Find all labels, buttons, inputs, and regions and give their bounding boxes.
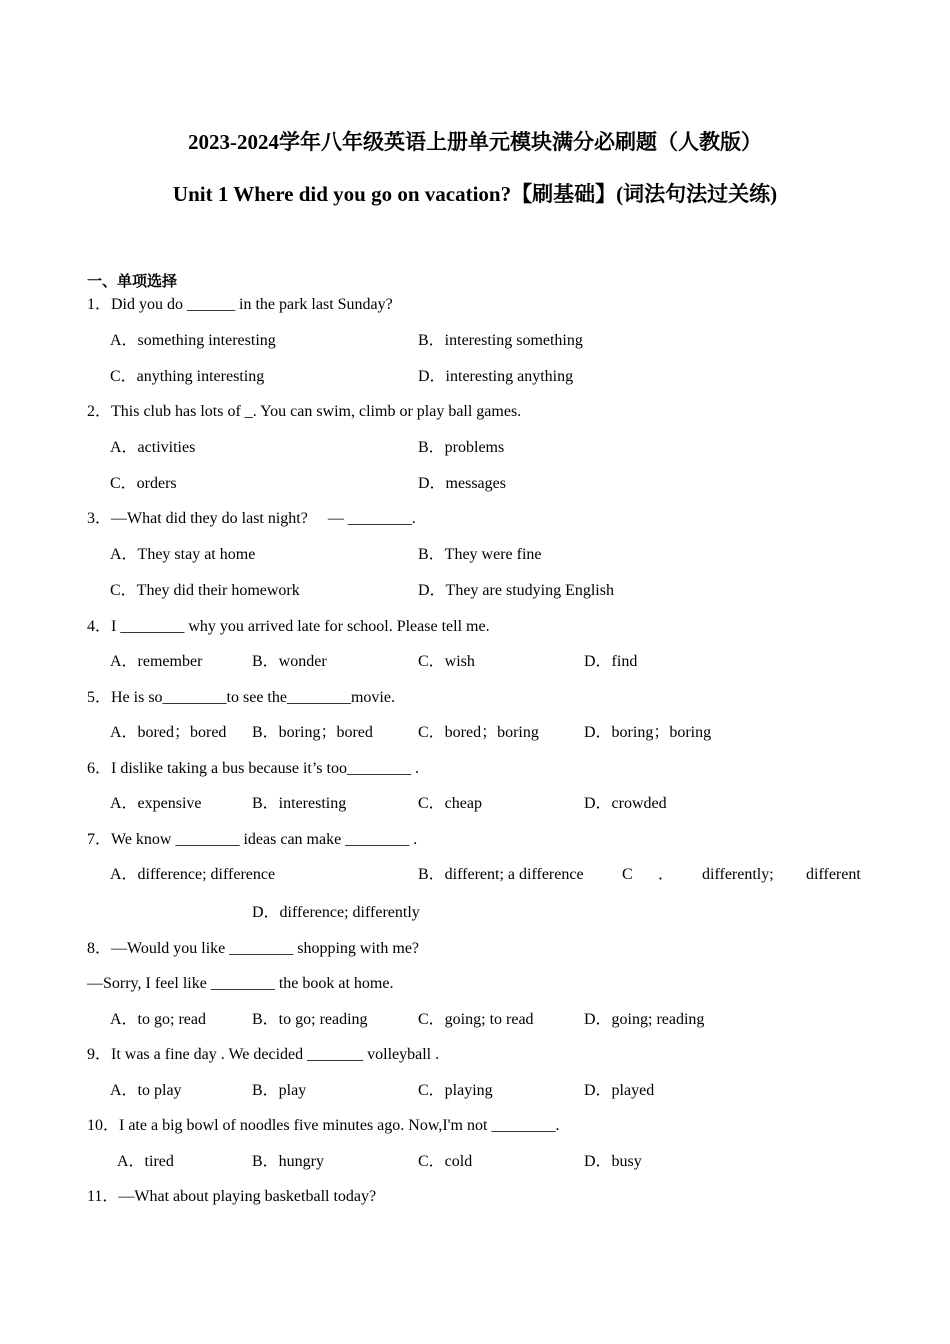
question-stem: 11．—What about playing basketball today? (87, 1188, 377, 1205)
option-c-word2: different (806, 866, 861, 883)
option-a: A．expensive (110, 795, 202, 812)
question-stem: 4．I ________ why you arrived late for school. Please tell me. (87, 618, 490, 635)
option-a: A．remember (110, 653, 203, 670)
option-d: D．messages (418, 475, 506, 492)
option-a: A．to play (110, 1082, 182, 1099)
option-c: C．wish (418, 653, 475, 670)
question-stem: 9．It was a fine day . We decided _______ volleyball . (87, 1046, 440, 1063)
question-stem: 8．—Would you like ________ shopping with me? (87, 940, 420, 957)
option-d: D．going; reading (584, 1011, 705, 1028)
option-c-word1: differently; (702, 866, 774, 883)
option-b: B．interesting something (418, 332, 583, 349)
option-b: B．problems (418, 439, 505, 456)
question-stem: 5．He is so________to see the________movie. (87, 689, 395, 706)
option-b: B．wonder (252, 653, 327, 670)
option-a: A．to go; read (110, 1011, 206, 1028)
question-stem: 10．I ate a big bowl of noodles five minutes ago. Now,I'm not ________. (87, 1117, 560, 1134)
option-b: B．They were fine (418, 546, 542, 563)
option-b: B．hungry (252, 1153, 325, 1170)
option-c: C．cheap (418, 795, 482, 812)
option-c: C．cold (418, 1153, 473, 1170)
option-d: D．interesting anything (418, 368, 574, 385)
document-title: 2023-2024学年八年级英语上册单元模块满分必刷题（人教版） (188, 130, 762, 154)
question-stem: 2．This club has lots of _. You can swim, climb or play ball games. (87, 403, 522, 420)
option-b: B．to go; reading (252, 1011, 368, 1028)
option-b: B．interesting (252, 795, 347, 812)
option-a: A．bored；bored (110, 724, 227, 741)
question-stem: 1．Did you do ______ in the park last Sunday? (87, 296, 393, 313)
option-c-letter: C (622, 866, 633, 883)
option-b: B．play (252, 1082, 307, 1099)
option-a: A．They stay at home (110, 546, 256, 563)
document-subtitle: Unit 1 Where did you go on vacation?【刷基础】(词法句法过关练) (172, 182, 778, 206)
option-a: A．difference; difference (110, 866, 276, 883)
section-heading: 一、单项选择 (87, 272, 178, 290)
option-c: C．orders (110, 475, 177, 492)
question-stem: 6．I dislike taking a bus because it’s too________ . (87, 760, 419, 777)
question-stem: 3．—What did they do last night? — ________. (87, 510, 416, 527)
option-d: D．difference; differently (252, 904, 420, 921)
option-c-separator: ． (658, 866, 675, 883)
option-c: C．anything interesting (110, 368, 265, 385)
option-a: A．activities (110, 439, 196, 456)
option-a: A．tired (117, 1153, 174, 1170)
question-stem-reply: —Sorry, I feel like ________ the book at home. (87, 975, 394, 992)
option-d: D．find (584, 653, 638, 670)
option-c: C．They did their homework (110, 582, 300, 599)
option-a: A．something interesting (110, 332, 276, 349)
option-d: D．boring；boring (584, 724, 712, 741)
option-b: B．different; a difference (418, 866, 584, 883)
option-c: C．bored；boring (418, 724, 539, 741)
option-b: B．boring；bored (252, 724, 373, 741)
option-d: D．played (584, 1082, 655, 1099)
option-d: D．busy (584, 1153, 642, 1170)
question-stem: 7．We know ________ ideas can make ________ . (87, 831, 418, 848)
option-c: C．going; to read (418, 1011, 534, 1028)
option-c: C．playing (418, 1082, 493, 1099)
option-d: D．They are studying English (418, 582, 614, 599)
option-d: D．crowded (584, 795, 667, 812)
